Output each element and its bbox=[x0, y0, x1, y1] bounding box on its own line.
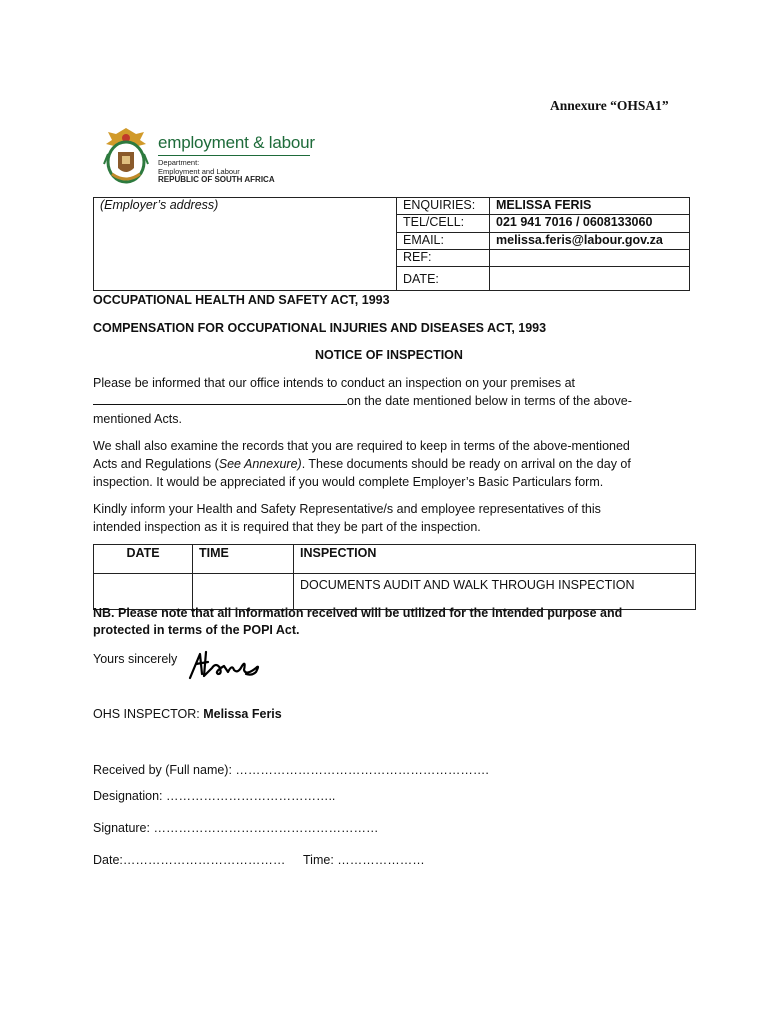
inspection-column-header: INSPECTION bbox=[294, 545, 696, 574]
department-logo bbox=[158, 133, 315, 185]
inspection-type-cell: DOCUMENTS AUDIT AND WALK THROUGH INSPECTION bbox=[294, 574, 696, 610]
ref-label: REF: bbox=[397, 250, 490, 267]
logo-line3: REPUBLIC OF SOUTH AFRICA bbox=[158, 175, 275, 184]
email-value: melissa.feris@labour.gov.za bbox=[490, 232, 690, 249]
notice-heading: NOTICE OF INSPECTION bbox=[315, 348, 463, 362]
date-value[interactable] bbox=[490, 267, 690, 291]
ref-value[interactable] bbox=[490, 250, 690, 267]
paragraph-1 bbox=[93, 374, 693, 428]
p2-line1: We shall also examine the records that you are required to keep in terms of the above-mentioned bbox=[93, 439, 630, 453]
popi-notice bbox=[93, 605, 693, 639]
inspector-label: OHS INSPECTOR: bbox=[93, 707, 204, 721]
paragraph-2 bbox=[93, 437, 693, 491]
p3-line2: intended inspection as it is required that they be part of the inspection. bbox=[93, 520, 481, 534]
p1-line1: Please be informed that our office intends to conduct an inspection on your premises at bbox=[93, 376, 576, 390]
nb-line1: NB. Please note that all information received will be utilized for the intended purpose and bbox=[93, 606, 623, 620]
time-column-header: TIME bbox=[193, 545, 294, 574]
date-column-header: DATE bbox=[94, 545, 193, 574]
p2-line3: inspection. It would be appreciated if you would complete Employer’s Basic Particulars form. bbox=[93, 475, 604, 489]
received-by-field[interactable]: Received by (Full name): ……………………………………………………. bbox=[93, 763, 489, 777]
coat-of-arms-icon bbox=[98, 124, 154, 188]
logo-line1: Department: bbox=[158, 158, 200, 167]
p1-line3: mentioned Acts. bbox=[93, 412, 182, 426]
date-label: DATE: bbox=[397, 267, 490, 291]
inspection-table bbox=[93, 544, 696, 610]
yours-sincerely: Yours sincerely bbox=[93, 652, 178, 666]
email-label: EMAIL: bbox=[397, 232, 490, 249]
p1-line2: on the date mentioned below in terms of the above- bbox=[347, 394, 632, 408]
premises-blank-line[interactable] bbox=[93, 393, 347, 405]
act2-heading: COMPENSATION FOR OCCUPATIONAL INJURIES AND DISEASES ACT, 1993 bbox=[93, 321, 547, 335]
p2-text-a: Acts and Regulations ( bbox=[93, 457, 219, 471]
logo-line2: Employment and Labour bbox=[158, 166, 240, 176]
signature-icon bbox=[186, 646, 266, 682]
logo-title: employment & labour bbox=[158, 133, 315, 152]
annexure-reference: See Annexure) bbox=[218, 457, 302, 471]
nb-line2: protected in terms of the POPI Act. bbox=[93, 623, 300, 637]
p3-line1: Kindly inform your Health and Safety Representative/s and employee representatives of this bbox=[93, 502, 601, 516]
inspector-name: Melissa Feris bbox=[203, 707, 282, 721]
inspector-line bbox=[93, 707, 282, 721]
p2-text-b: . These documents should be ready on arrival on the day of bbox=[301, 457, 631, 471]
time-field[interactable]: Time: ………………… bbox=[303, 853, 425, 867]
telcell-label: TEL/CELL: bbox=[397, 215, 490, 232]
paragraph-3 bbox=[93, 500, 693, 536]
enquiries-label: ENQUIRIES: bbox=[397, 198, 490, 215]
employer-address-field[interactable]: (Employer’s address) bbox=[94, 198, 397, 291]
logo-rule bbox=[158, 155, 310, 156]
annexure-label: Annexure “OHSA1” bbox=[550, 98, 669, 113]
date-field[interactable]: Date:………………………………… bbox=[93, 853, 286, 867]
signature-field[interactable]: Signature: ……………………………………………… bbox=[93, 821, 379, 835]
act1-heading: OCCUPATIONAL HEALTH AND SAFETY ACT, 1993 bbox=[93, 293, 390, 307]
designation-field[interactable]: Designation: ………………………………….. bbox=[93, 789, 336, 803]
telcell-value: 021 941 7016 / 0608133060 bbox=[490, 215, 690, 232]
contact-table bbox=[93, 197, 690, 291]
enquiries-value: MELISSA FERIS bbox=[490, 198, 690, 215]
